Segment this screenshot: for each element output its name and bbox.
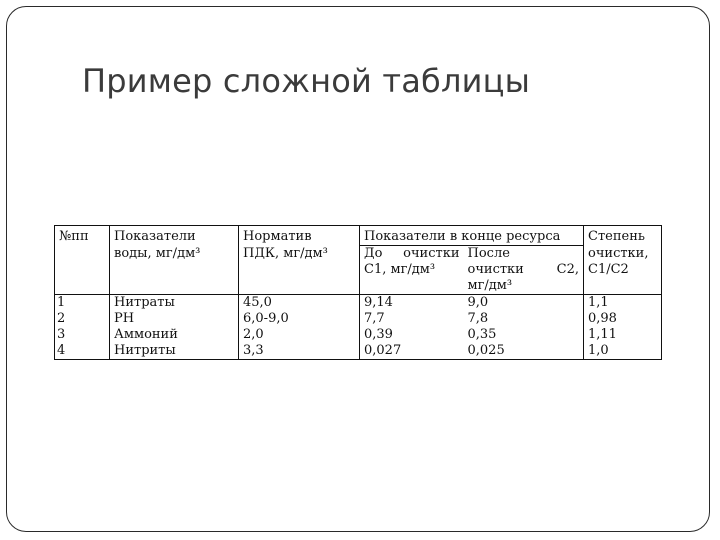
row-4-c1: 0,027 bbox=[360, 343, 464, 360]
row-1-norm: 45,0 bbox=[239, 295, 360, 312]
table-row bbox=[55, 343, 662, 360]
row-4-num: 4 bbox=[55, 343, 110, 360]
row-3-c2: 0,35 bbox=[464, 327, 584, 343]
header-before-word2: очистки bbox=[403, 246, 460, 261]
header-norm-line1: Норматив bbox=[239, 226, 360, 246]
row-1-c2: 9,0 bbox=[464, 295, 584, 312]
row-4-name: Нитриты bbox=[110, 343, 239, 360]
row-3-name: Аммоний bbox=[110, 327, 239, 343]
table-row bbox=[55, 327, 662, 343]
header-row-2 bbox=[55, 246, 662, 263]
row-1-num: 1 bbox=[55, 295, 110, 312]
header-after-line1: После bbox=[464, 246, 584, 263]
header-row-1 bbox=[55, 226, 662, 246]
header-degree-line2: очистки, bbox=[584, 246, 662, 263]
header-indicators-line2: воды, мг/дм³ bbox=[110, 246, 239, 263]
header-norm-line2: ПДК, мг/дм³ bbox=[239, 246, 360, 263]
header-degree-line3: С1/С2 bbox=[584, 262, 662, 278]
row-3-c1: 0,39 bbox=[364, 327, 393, 342]
header-num: №пп bbox=[55, 226, 110, 246]
row-2-c1: 7,7 bbox=[364, 311, 385, 326]
row-3-num: 3 bbox=[55, 327, 110, 343]
row-3-ratio: 1,11 bbox=[584, 327, 662, 343]
row-1-name: Нитраты bbox=[110, 295, 239, 312]
row-1-ratio: 1,1 bbox=[584, 295, 662, 312]
table-row bbox=[55, 295, 662, 312]
header-before-line2: С1, мг/дм³ bbox=[364, 262, 436, 277]
data-table bbox=[54, 225, 662, 360]
header-after-word2: С2, bbox=[556, 262, 579, 277]
row-4-ratio: 1,0 bbox=[584, 343, 662, 360]
row-3-norm: 2,0 bbox=[239, 327, 360, 343]
header-degree-line1: Степень bbox=[584, 226, 662, 246]
header-after-word1: очистки bbox=[467, 262, 524, 277]
header-before-line1 bbox=[360, 246, 464, 263]
header-after-line3: мг/дм³ bbox=[464, 278, 584, 295]
header-after-line2 bbox=[464, 262, 584, 278]
header-row-4 bbox=[55, 278, 662, 295]
row-4-norm: 3,3 bbox=[239, 343, 360, 360]
row-2-ratio: 0,98 bbox=[584, 311, 662, 327]
row-4-c2: 0,025 bbox=[464, 343, 584, 360]
row-2-norm: 6,0-9,0 bbox=[239, 311, 360, 327]
header-indicators-line1: Показатели bbox=[110, 226, 239, 246]
header-before-word1: До bbox=[364, 246, 383, 261]
row-1-c1: 9,14 bbox=[364, 295, 393, 310]
header-row-3 bbox=[55, 262, 662, 278]
table-row bbox=[55, 311, 662, 327]
slide-title: Пример сложной таблицы bbox=[82, 62, 531, 100]
row-2-num: 2 bbox=[55, 311, 110, 327]
header-resource-end: Показатели в конце ресурса bbox=[360, 226, 584, 246]
row-2-c2: 7,8 bbox=[464, 311, 584, 327]
row-2-name: РН bbox=[110, 311, 239, 327]
